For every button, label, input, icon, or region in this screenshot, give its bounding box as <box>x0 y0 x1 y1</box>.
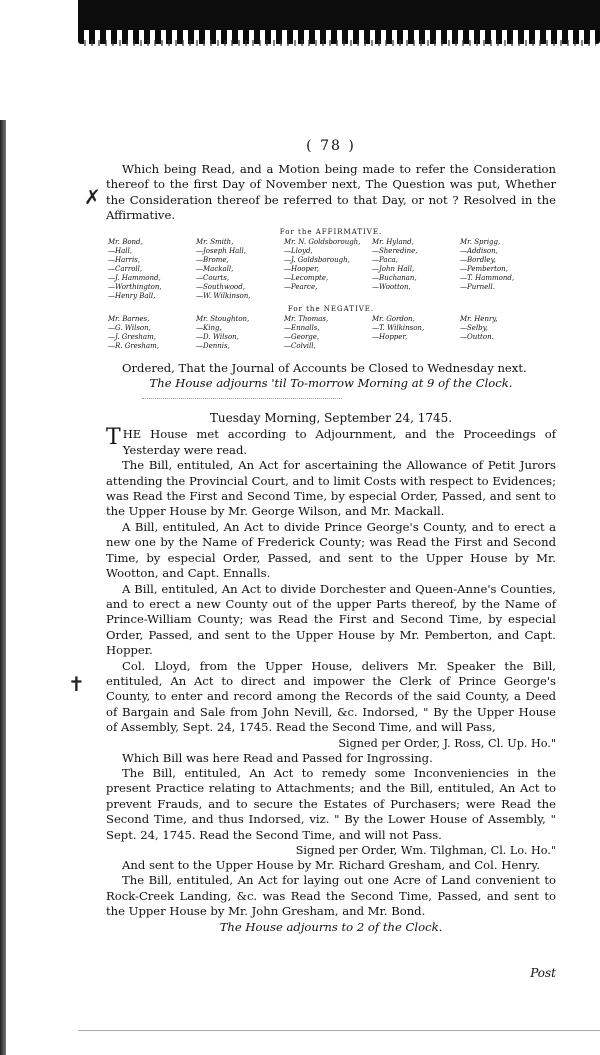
scan-edge-ticks <box>84 40 596 46</box>
vote-name: —Carroll, <box>108 264 143 273</box>
vote-column <box>460 315 548 351</box>
page-number: ( 78 ) <box>306 138 356 154</box>
signature-ross: Signed per Order, J. Ross, Cl. Up. Ho." <box>338 736 556 750</box>
vote-name: —J. Hammond, <box>108 273 161 282</box>
paragraph-bill-prince-william: A Bill, entituled, An Act to divide Dorchester and Queen-Anne's Counties, and to erect a new County out of the upper Parts thereof, by the Name of Prince-William County; was Read the First and Second Time, by especial Order, Passed, and sent to the Upper House by Mr. Pemberton, and Capt. Hopper. <box>106 581 556 658</box>
vote-name: —Harris, <box>108 255 141 264</box>
margin-x-mark-icon: ✗ <box>84 185 101 209</box>
vote-name: —Colvill, <box>284 341 316 350</box>
vote-name: —Courts, <box>196 273 230 282</box>
vote-name: —R. Gresham, <box>108 341 159 350</box>
signature-tilghman: Signed per Order, Wm. Tilghman, Cl. Lo. Ho." <box>295 844 556 857</box>
vote-name: —G. Wilson, <box>108 323 151 332</box>
paragraph-sent-upper-house: And sent to the Upper House by Mr. Richard Gresham, and Col. Henry. <box>122 858 540 872</box>
vote-name: —King, <box>196 323 222 332</box>
vote-name: —Outton. <box>460 332 494 341</box>
vote-column <box>108 238 196 301</box>
document-page <box>106 138 556 935</box>
vote-name: —Buchanan, <box>372 273 417 282</box>
vote-column <box>284 238 372 301</box>
vote-name: Mr. Sprigg, <box>460 237 501 246</box>
vote-name: Mr. N. Goldsborough, <box>284 237 361 246</box>
paragraph-attachments-bill: The Bill, entituled, An Act to remedy some Inconveniencies in the present Practice relating to Attachments; and the Bill, entituled, An Act to prevent Frauds, and to secure the Estates of Purchasers; were Read the Second Time, and thus Indorsed, viz. " By the Lower House of Assembly, " Sept. 24, 1745. Read the Second Time, and will not Pass. <box>106 765 556 842</box>
vote-name: —Henry Ball, <box>108 291 156 300</box>
paragraph-ingrossing: Which Bill was here Read and Passed for Ingrossing. <box>122 750 433 765</box>
scan-top-border <box>0 0 600 58</box>
vote-name: —Ennalls, <box>284 323 320 332</box>
vote-name: —Mackall, <box>196 264 234 273</box>
vote-name: —T. Wilkinson, <box>372 323 425 332</box>
catchword: Post <box>530 966 556 980</box>
paragraph-meeting: THE House met according to Adjournment, and the Proceedings of Yesterday were read. <box>106 425 556 457</box>
vote-name: —Pemberton, <box>460 264 508 273</box>
vote-name: —Brome, <box>196 255 229 264</box>
paragraph-bill-frederick: A Bill, entituled, An Act to divide Prince George's County, and to erect a new one by the Name of Frederick County; was Read the First and Second Time, by especial Order, Passed, and sent to the Upper House by Mr. Wootton, and Capt. Ennalls. <box>106 519 556 581</box>
vote-name: —John Hall, <box>372 264 415 273</box>
vote-column <box>460 238 548 301</box>
vote-column <box>284 315 372 351</box>
vote-name: —Paca, <box>372 255 398 264</box>
vote-name: —J. Goldsborough, <box>284 255 350 264</box>
paragraph-bill-jurors: The Bill, entituled, An Act for ascertaining the Allowance of Petit Jurors attending the Provincial Court, and to limit Costs with respect to Evidences; was Read the First and Second Time, by especial Order, Passed, and sent to the Upper House by Mr. George Wilson, and Mr. Mackall. <box>106 458 556 519</box>
vote-name: —Worthington, <box>108 282 162 291</box>
vote-name: —George, <box>284 332 320 341</box>
scan-left-edge <box>0 120 6 1055</box>
bottom-rule <box>78 1030 600 1031</box>
vote-name: Mr. Bond, <box>108 237 143 246</box>
vote-column <box>108 315 196 351</box>
vote-name: —Joseph Hall, <box>196 246 246 255</box>
vote-name: —Lecompte, <box>284 273 329 282</box>
vote-name: —Hooper, <box>284 264 319 273</box>
vote-name: —Lloyd, <box>284 246 313 255</box>
vote-name: —Selby, <box>460 323 488 332</box>
vote-name: —Hall, <box>108 246 132 255</box>
vote-name: —W. Wilkinson, <box>196 291 251 300</box>
ordered-line: Ordered, That the Journal of Accounts be Closed to Wednesday next. <box>122 360 527 375</box>
scan-ink-band <box>78 0 600 34</box>
vote-name: —T. Hammond, <box>460 273 515 282</box>
vote-name: —Purnell. <box>460 282 495 291</box>
vote-name: Mr. Gordon, <box>372 314 415 323</box>
vote-name: Mr. Henry, <box>460 314 498 323</box>
affirmative-header: For the AFFIRMATIVE. <box>279 227 383 236</box>
adjournment-line: The House adjourns 'til To-morrow Morning at 9 of the Clock. <box>149 376 513 391</box>
paragraph-rock-creek-bill: The Bill, entituled, An Act for laying out one Acre of Land convenient to Rock-Creek Landing, &c. was Read the Second Time, Passed, and sent to the Upper House by Mr. John Gresham, and Mr. Bond. <box>106 873 556 919</box>
drop-cap: T <box>106 425 121 451</box>
vote-name: —Addison, <box>460 246 498 255</box>
vote-name: —Southwood, <box>196 282 245 291</box>
vote-name: —Sheredine, <box>372 246 418 255</box>
section-rule <box>142 393 342 399</box>
margin-cross-mark-icon: ✝ <box>68 672 85 696</box>
paragraph-motion: Which being Read, and a Motion being made to refer the Consideration thereof to the first Day of November next, The Question was put, Whether the Consideration thereof be referred to that Day, or not ? Resolved in the Affirmative. <box>106 162 556 223</box>
vote-name: —J. Gresham, <box>108 332 156 341</box>
vote-name: —Dennis, <box>196 341 230 350</box>
vote-name: —Wootton, <box>372 282 411 291</box>
vote-name: —Pearce, <box>284 282 318 291</box>
vote-name: Mr. Barnes, <box>108 314 150 323</box>
vote-column <box>372 238 460 301</box>
vote-column <box>372 315 460 351</box>
day-heading: Tuesday Morning, September 24, 1745. <box>209 411 453 426</box>
vote-name: Mr. Thomas, <box>284 314 329 323</box>
vote-name: Mr. Stoughton, <box>196 314 250 323</box>
vote-name: —D. Wilson, <box>196 332 239 341</box>
vote-column <box>196 238 284 301</box>
affirmative-vote-list <box>108 238 556 301</box>
adjournment-line-2: The House adjourns to 2 of the Clock. <box>219 919 443 934</box>
vote-name: —Hopper, <box>372 332 408 341</box>
vote-name: Mr. Smith, <box>196 237 234 246</box>
paragraph-lloyd-bill: Col. Lloyd, from the Upper House, delivers Mr. Speaker the Bill, entituled, An Act to direct and impower the Clerk of Prince George's County, to enter and record among the Records of the said County, a Deed of Bargain and Sale from John Nevill, &c. Indorsed, " By the Upper House of Assembly, Sept. 24, 1745. Read the Second Time, and will Pass, <box>106 658 556 735</box>
vote-name: Mr. Hyland, <box>372 237 414 246</box>
negative-vote-list <box>108 315 556 351</box>
vote-column <box>196 315 284 351</box>
vote-name: —Bordley, <box>460 255 496 264</box>
negative-header: For the NEGATIVE. <box>287 304 375 313</box>
